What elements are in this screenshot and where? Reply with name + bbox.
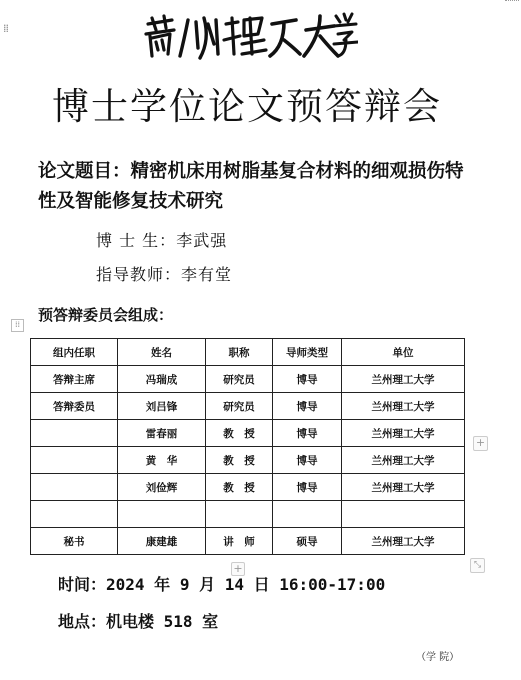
table-cell[interactable] <box>342 501 465 528</box>
column-header-unit: 单位 <box>342 339 465 366</box>
table-cell[interactable] <box>31 420 118 447</box>
time-label: 时间： <box>58 575 107 594</box>
advisor-label: 指导教师： <box>96 265 182 284</box>
table-cell[interactable]: 博导 <box>273 366 342 393</box>
advisor-name: 李有堂 <box>181 265 233 284</box>
table-cell[interactable]: 康建雄 <box>118 528 206 555</box>
table-cell[interactable]: 兰州理工大学 <box>342 420 465 447</box>
page-title: 博士学位论文预答辩会 <box>52 85 442 128</box>
table-cell[interactable]: 博导 <box>273 393 342 420</box>
table-row <box>31 528 465 555</box>
thesis-subject-text: 精密机床用树脂基复合材料的细观损伤特性及智能修复技术研究 <box>38 161 464 212</box>
column-header-name: 姓名 <box>118 339 206 366</box>
student-line <box>96 228 227 251</box>
table-cell[interactable]: 答辩委员 <box>31 393 118 420</box>
table-cell[interactable]: 博导 <box>273 474 342 501</box>
thesis-subject <box>38 157 478 217</box>
table-cell[interactable] <box>31 474 118 501</box>
column-header-title: 职称 <box>206 339 273 366</box>
table-cell[interactable] <box>273 501 342 528</box>
place-label: 地点： <box>58 612 107 631</box>
table-cell[interactable]: 博导 <box>273 447 342 474</box>
committee-heading: 预答辩委员会组成： <box>38 306 174 324</box>
table-cell[interactable]: 兰州理工大学 <box>342 366 465 393</box>
table-cell[interactable]: 博导 <box>273 420 342 447</box>
table-cell[interactable]: 教 授 <box>206 474 273 501</box>
table-cell[interactable] <box>31 447 118 474</box>
committee-table <box>30 338 465 555</box>
add-column-button[interactable]: + <box>473 436 488 451</box>
advisor-line <box>96 262 232 285</box>
column-header-advisor-type: 导师类型 <box>273 339 342 366</box>
table-row <box>31 501 465 528</box>
student-label: 博 士 生： <box>96 231 177 250</box>
thesis-subject-label: 论文题目： <box>38 161 131 182</box>
table-header-row <box>31 339 465 366</box>
table-cell[interactable]: 兰州理工大学 <box>342 393 465 420</box>
meeting-place <box>58 609 218 632</box>
table-cell[interactable]: 兰州理工大学 <box>342 474 465 501</box>
table-row <box>31 393 465 420</box>
table-cell[interactable]: 兰州理工大学 <box>342 528 465 555</box>
student-name: 李武强 <box>176 231 228 250</box>
table-row <box>31 420 465 447</box>
table-cell[interactable]: 教 授 <box>206 447 273 474</box>
time-value: 2024 年 9 月 14 日 16:00-17:00 <box>106 575 386 594</box>
footer-note: （学 院） <box>416 652 460 663</box>
table-cell[interactable] <box>206 501 273 528</box>
table-cell[interactable]: 讲 师 <box>206 528 273 555</box>
block-drag-handle[interactable]: ⁞⁞ <box>3 22 8 35</box>
table-cell[interactable]: 研究员 <box>206 366 273 393</box>
column-header-role: 组内任职 <box>31 339 118 366</box>
table-cell[interactable]: 刘吕锋 <box>118 393 206 420</box>
add-row-button[interactable]: + <box>231 562 245 576</box>
table-cell[interactable]: 教 授 <box>206 420 273 447</box>
table-cell[interactable]: 兰州理工大学 <box>342 447 465 474</box>
table-row <box>31 366 465 393</box>
meeting-time <box>58 572 385 595</box>
table-cell[interactable]: 刘俭辉 <box>118 474 206 501</box>
place-value: 机电楼 518 室 <box>106 612 219 631</box>
university-logo <box>138 10 358 62</box>
table-cell[interactable]: 雷春丽 <box>118 420 206 447</box>
table-move-handle[interactable]: ⁞⁞ <box>11 319 24 332</box>
table-cell[interactable]: 秘书 <box>31 528 118 555</box>
table-cell[interactable] <box>118 501 206 528</box>
table-cell[interactable]: 冯瑞成 <box>118 366 206 393</box>
table-cell[interactable]: 答辩主席 <box>31 366 118 393</box>
table-cell[interactable]: 硕导 <box>273 528 342 555</box>
table-row <box>31 474 465 501</box>
table-cell[interactable] <box>31 501 118 528</box>
page-corner-mark <box>505 0 519 4</box>
table-resize-handle[interactable]: ⤡ <box>470 558 485 573</box>
table-cell[interactable]: 研究员 <box>206 393 273 420</box>
table-cell[interactable]: 黄 华 <box>118 447 206 474</box>
table-row <box>31 447 465 474</box>
